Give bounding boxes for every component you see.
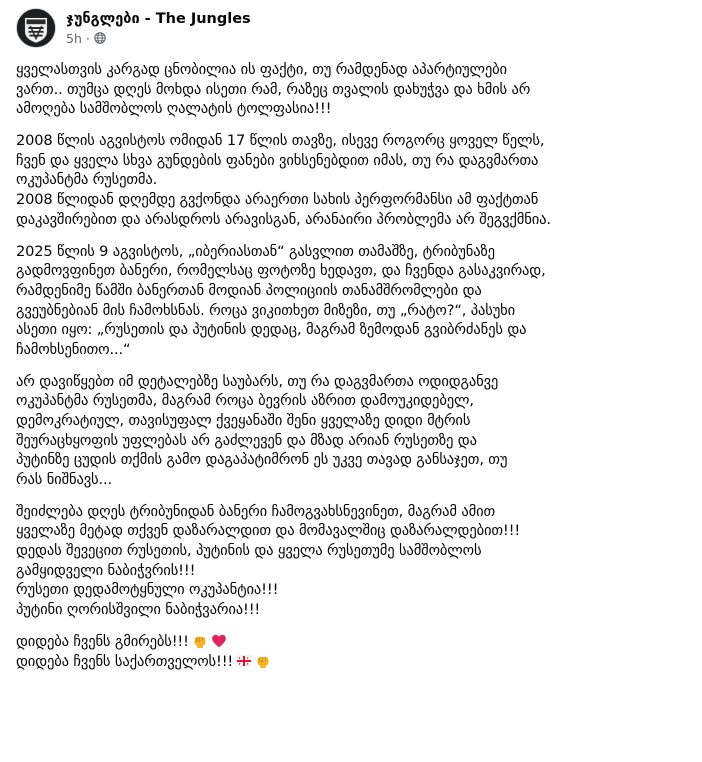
text-line: 2025 წლის 9 აგვისტოს, „იბერიასთან“ გასვლით თამაშზე, ტრიბუნაზე xyxy=(16,242,495,260)
page-name[interactable]: ჯუნგლები - The Jungles xyxy=(66,10,251,27)
text-line: ოკუპანტმა რუსეთმა. xyxy=(16,171,158,189)
text-line: შეიძლება დღეს ტრიბუნიდან ბანერი ჩამოგვახსნევინეთ, მაგრამ ამით xyxy=(16,502,496,520)
text-line: ოკუპანტმა რუსეთმა, მაგრამ როცა ბევრის აზრით დამოუკიდებელ, xyxy=(16,392,474,410)
globe-icon[interactable] xyxy=(94,32,106,44)
meta-separator: · xyxy=(85,30,90,46)
post-paragraph-2 xyxy=(16,131,692,229)
post-time[interactable]: 5h xyxy=(66,30,82,46)
post-paragraph-4 xyxy=(16,372,692,490)
header-text xyxy=(66,10,251,47)
post-header xyxy=(16,8,251,48)
text-line: პუტინზე ცუდის თქმის გამო დაგაპატიმრონ ეს უკვე თავად განსაჯეთ, თუ xyxy=(16,451,508,469)
fist-emoji xyxy=(192,633,208,649)
red-heart-emoji xyxy=(211,633,227,649)
text-line: დედას შევეცით რუსეთის, პუტინის და ყველა რუსეთუმე სამშობლოს xyxy=(16,542,482,560)
post-paragraph-6 xyxy=(16,632,692,671)
text-line: დიდება ჩვენს საქართველოს!!! xyxy=(16,652,234,670)
text-line: გვეუბნებიან მის ჩამოხსნას. როცა ვიკითხეთ მიზეზი, თუ „რატო?“, პასუხი xyxy=(16,301,516,319)
text-line: ასეთი იყო: „რუსეთის და პუტინის დედაც, მაგრამ ზემოდან გვიბრძანეს და xyxy=(16,321,527,339)
text-line: ამოღება სამშობლოს ღალატის ტოლფასია!!! xyxy=(16,100,332,118)
text-line: გამყიდველი ნაბიჭვრის!!! xyxy=(16,561,196,579)
post-paragraph-1 xyxy=(16,60,692,119)
text-line: ჩამოხსენითო...“ xyxy=(16,340,131,358)
text-line: რუსეთი დედამოტყნული ოკუპანტია!!! xyxy=(16,581,279,599)
text-line: რას ნიშნავს... xyxy=(16,470,112,488)
text-line: გადმოვფინეთ ბანერი, რომელსაც ფოტოზე ხედავთ, და ჩვენდა გასაკვირად, xyxy=(16,262,546,280)
text-line: ჩვენ და ყველა სხვა გუნდების ფანები ვიხსენებდით იმას, თუ რა დაგვმართა xyxy=(16,151,539,169)
text-line: რამდენიმე წამში ბანერთან მოდიან პოლიციის თანამშრომლები და xyxy=(16,281,482,299)
text-line: 2008 წლიდან დღემდე გვქონდა არაერთი სახის პერფორმანსი ამ ფაქტთან xyxy=(16,191,539,209)
text-line: 2008 წლის აგვისტოს ომიდან 17 წლის თავზე, ისევე როგორც ყოველ წელს, xyxy=(16,132,545,150)
text-line: დიდება ჩვენს გმირებს!!! xyxy=(16,632,189,650)
post-meta xyxy=(66,30,251,47)
post-paragraph-5 xyxy=(16,502,692,620)
text-line: შეურაცხყოფის უფლებას არ გაძლევენ და მზად არიან რუსეთზე და xyxy=(16,431,477,449)
fist-emoji xyxy=(255,653,271,669)
text-line: პუტინი ღორისშვილი ნაბიჭვარია!!! xyxy=(16,600,261,618)
text-line: ყველაზე მეტად თქვენ დაზარალდით და მომავალშიც დაზარალდებით!!! xyxy=(16,522,521,540)
post-text xyxy=(16,60,692,671)
closing-line-1 xyxy=(16,632,692,652)
text-line: ვართ.. თუმცა დღეს მოხდა ისეთი რამ, რაზეც თვალის დახუჭვა და ხმის არ xyxy=(16,80,531,98)
post-paragraph-3 xyxy=(16,242,692,360)
text-line: ყველასთვის კარგად ცნობილია ის ფაქტი, თუ რამდენად აპარტიულები xyxy=(16,61,507,78)
text-line: დემოკრატიულ, თავისუფალ ქვეყანაში შენი ყველაზე დიდი მტრის xyxy=(16,412,471,429)
georgia-flag-emoji xyxy=(236,653,252,669)
club-logo-icon xyxy=(17,8,55,48)
page-avatar[interactable] xyxy=(16,8,56,48)
text-line: არ დავიწყებთ იმ დეტალებზე საუბარს, თუ რა დაგვმართა ოდიდგანვე xyxy=(16,372,499,390)
text-line: დაკავშირებით და არასდროს არავისგან, არანაირი პრობლემა არ შეგვქმნია. xyxy=(16,210,551,228)
closing-line-2 xyxy=(16,652,692,672)
